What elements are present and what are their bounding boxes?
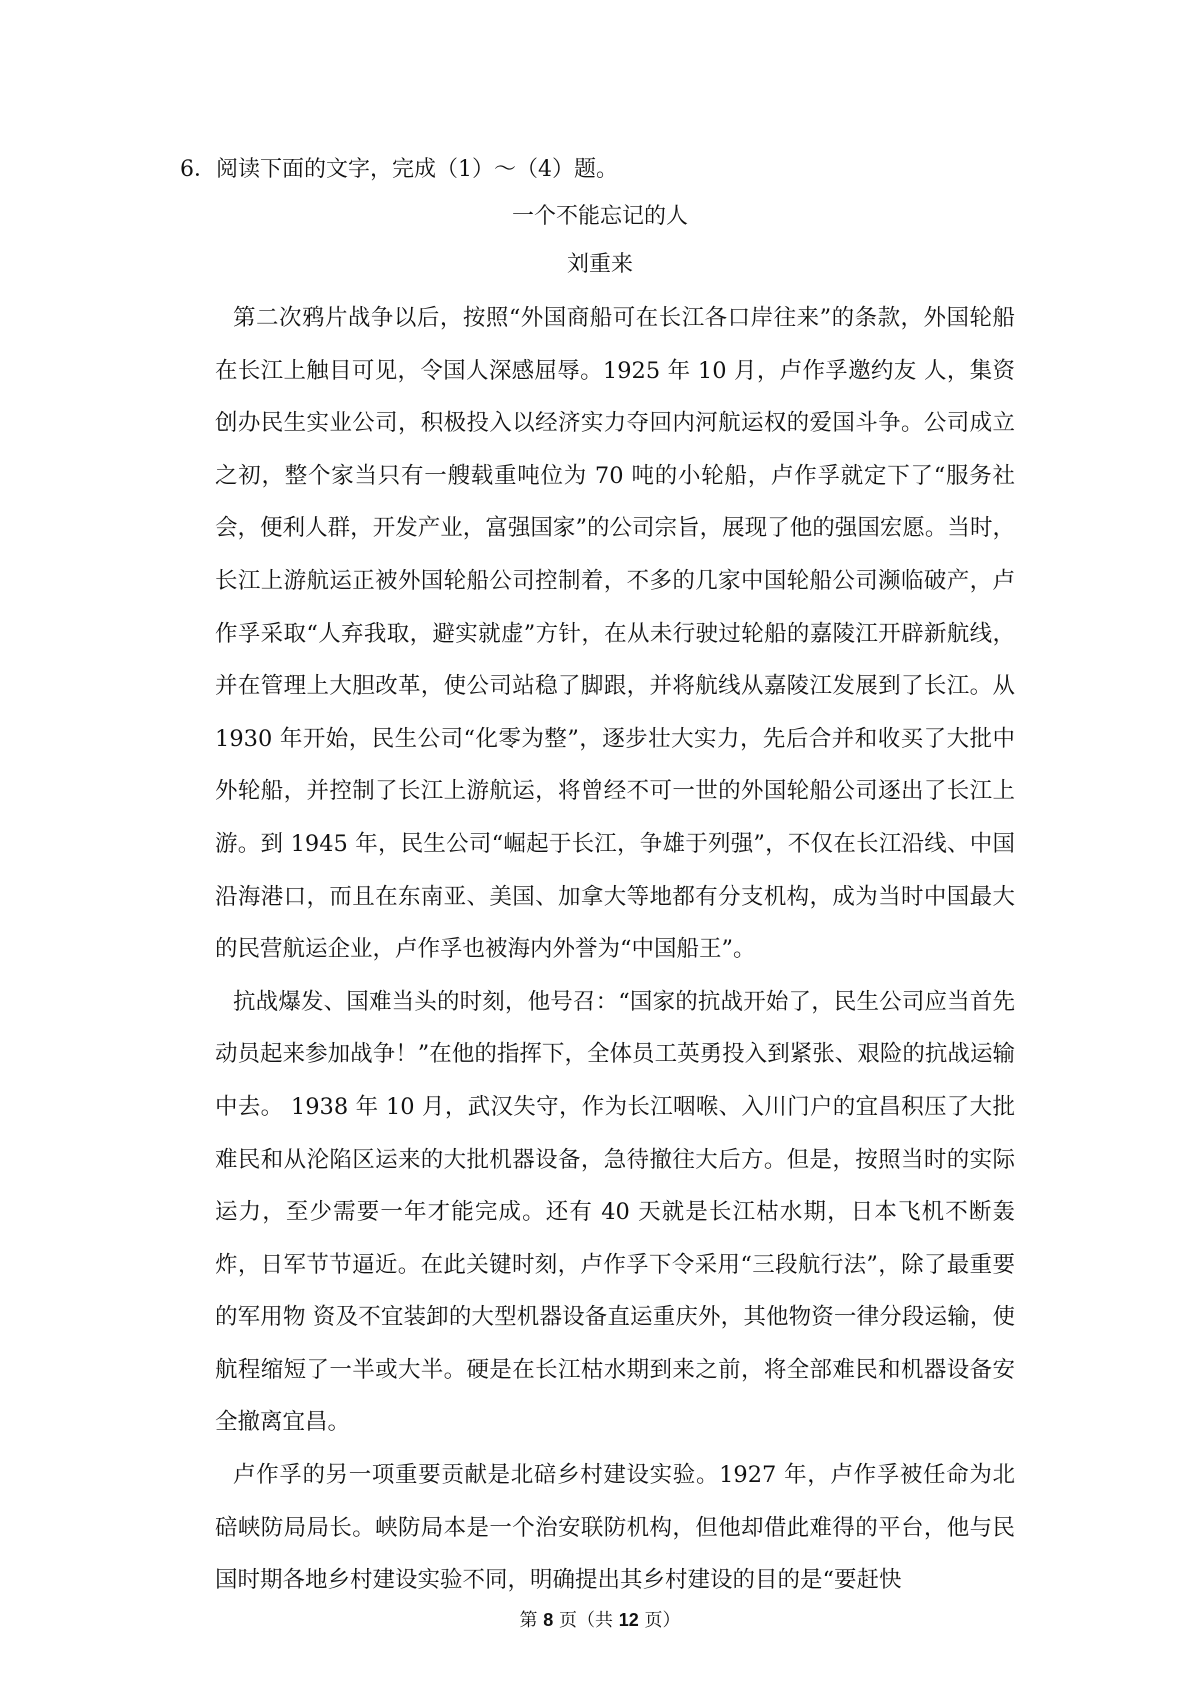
footer-prefix: 第 xyxy=(519,1610,544,1631)
footer-middle: 页（共 xyxy=(553,1610,619,1631)
question-prompt: 6．阅读下面的文字，完成（1）～（4）题。 xyxy=(180,157,618,182)
article-body xyxy=(215,292,1015,1607)
page-footer xyxy=(0,1608,1200,1633)
footer-suffix: 页） xyxy=(638,1610,681,1631)
article-title: 一个不能忘记的人 xyxy=(511,204,688,229)
footer-total-pages: 12 xyxy=(618,1610,639,1630)
article-paragraph: 第二次鸦片战争以后，按照“外国商船可在长江各口岸往来”的条款，外国轮船在长江上触目可见，令国人深感屈辱。1925 年 10 月，卢作孚邀约友 人，集资创办民生实业公司，积极投入以经济实力夺回内河航运权的爱国斗争。公司成立之初，整个家当只有一艘载重吨位为 70 吨的小轮船，卢作孚就定下了“服务社 会，便利人群，开发产业，富强国家”的公司宗旨，展现了他的强国宏愿。当时，长江上游航运正被外国轮船公司控制着，不多的几家中国轮船公司濒临破产，卢 作孚采取“人弃我取，避实就虚”方针，在从未行驶过轮船的嘉陵江开辟新航线，并在管理上大胆改革，使公司站稳了脚跟，并将航线从嘉陵江发展到了长江。从 1930 年开始，民生公司“化零为整”，逐步壮大实力，先后合并和收买了大批中外轮船，并控制了长江上游航运，将曾经不可一世的外国轮船公司逐出了长江上游。到 1945 年，民生公司“崛起于长江，争雄于列强”，不仅在长江沿线、中国沿海港口，而且在东南亚、美国、加拿大等地都有分支机构，成为当时中国最大的民营航运企业，卢作孚也被海内外誉为“中国船王”。 xyxy=(215,305,1015,963)
footer-page-number: 8 xyxy=(543,1610,554,1630)
article-author: 刘重来 xyxy=(566,252,633,277)
article-paragraph: 卢作孚的另一项重要贡献是北碚乡村建设实验。1927 年，卢作孚被任命为北碚峡防局局长。峡防局本是一个治安联防机构，但他却借此难得的平台，他与民国时期各地乡村建设实验不同，明确提出其乡村建设的目的是“要赶快 xyxy=(215,1462,1015,1594)
article-paragraph: 抗战爆发、国难当头的时刻，他号召：“国家的抗战开始了，民生公司应当首先动员起来参加战争！”在他的指挥下，全体员工英勇投入到紧张、艰险的抗战运输中去。 1938 年 10 月，武汉失守，作为长江咽喉、入川门户的宜昌积压了大批难民和从沦陷区运来的大批机器设备，急待撤往大后方。但是，按照当时的实际运力，至少需要一年才能完成。还有 40 天就是长江枯水期，日本飞机不断轰炸，日军节节逼近。在此关键时刻，卢作孚下令采用“三段航行法”，除了最重要的军用物 资及不宜装卸的大型机器设备直运重庆外，其他物资一律分段运输，使航程缩短了一半或大半。硬是在长江枯水期到来之前，将全部难民和机器设备安全撤离宜昌。 xyxy=(215,988,1015,1436)
